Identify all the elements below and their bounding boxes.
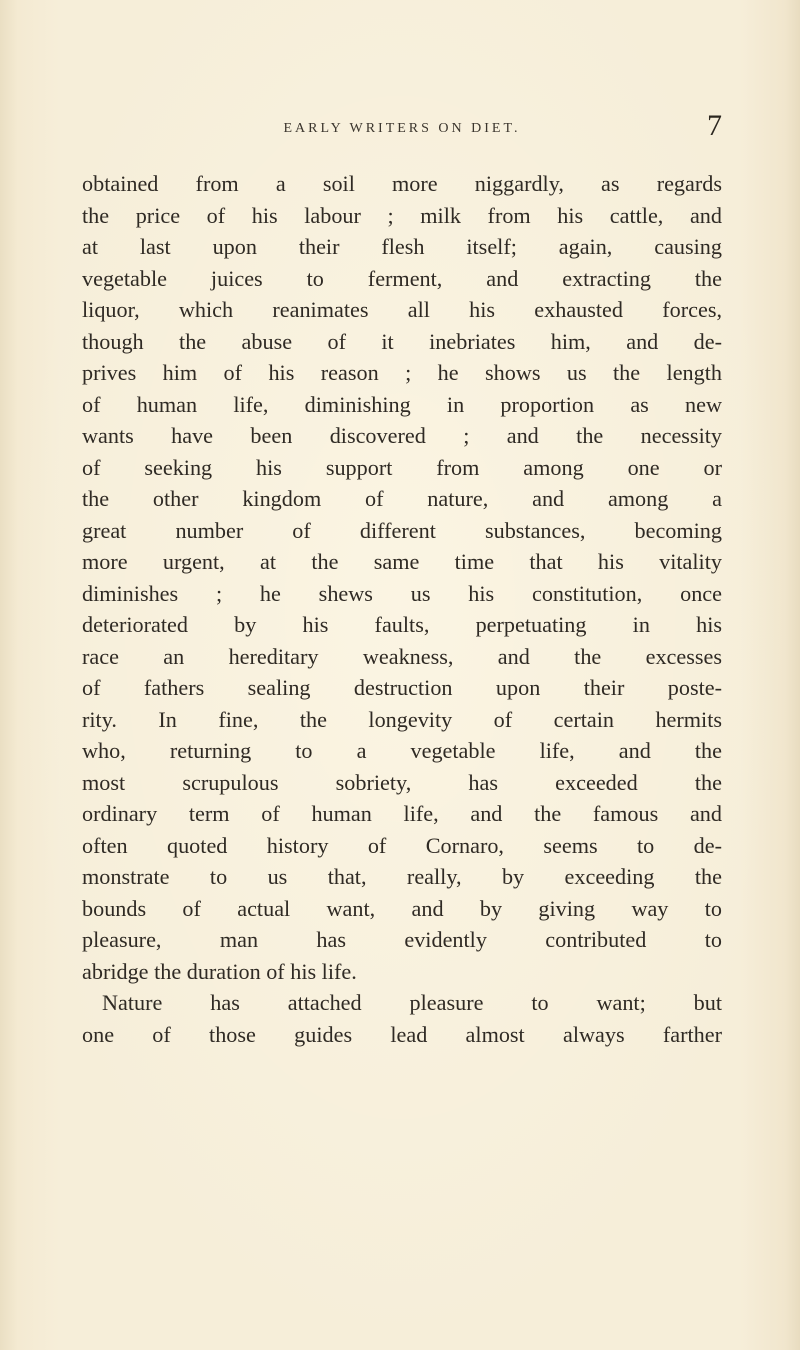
text-line: liquor, which reanimates all his exhausted forces, <box>82 297 722 322</box>
text-line: one of those guides lead almost always farther <box>82 1021 722 1047</box>
text-line: abridge the duration of his life. <box>82 958 357 984</box>
text-line: often quoted history of Cornaro, seems to de- <box>82 832 722 858</box>
text-line: of seeking his support from among one or <box>82 454 722 480</box>
page-number: 7 <box>707 109 722 142</box>
text-line: wants have been discovered ; and the necessity <box>82 423 722 448</box>
text-line: more urgent, at the same time that his vitality <box>82 549 722 574</box>
text-line: who, returning to a vegetable life, and the <box>82 738 722 763</box>
running-head <box>82 109 722 147</box>
text-line: though the abuse of it inebriates him, and de- <box>82 328 722 354</box>
text-line: of fathers sealing destruction upon their poste- <box>82 675 722 700</box>
text-line: obtained from a soil more niggardly, as regards <box>82 171 722 196</box>
text-line: pleasure, man has evidently contributed to <box>82 927 722 952</box>
text-line: great number of different substances, becoming <box>82 517 722 543</box>
paragraph-1 <box>82 168 722 987</box>
body-text <box>82 168 722 1050</box>
text-line: diminishes ; he shews us his constitution, once <box>82 580 722 606</box>
text-line: race an hereditary weakness, and the excesses <box>82 643 722 669</box>
text-line: monstrate to us that, really, by exceeding the <box>82 864 722 889</box>
text-line: deteriorated by his faults, perpetuating in his <box>82 612 722 637</box>
running-title: EARLY WRITERS ON DIET. <box>283 121 521 136</box>
paragraph-2 <box>82 987 722 1050</box>
text-line: of human life, diminishing in proportion as new <box>82 391 722 417</box>
text-line: most scrupulous sobriety, has exceeded the <box>82 769 722 795</box>
text-line: the other kingdom of nature, and among a <box>82 486 722 511</box>
text-line: the price of his labour ; milk from his cattle, and <box>82 202 722 228</box>
text-line: rity. In fine, the longevity of certain hermits <box>82 706 722 732</box>
text-line: bounds of actual want, and by giving way to <box>82 895 722 921</box>
text-line: ordinary term of human life, and the famous and <box>82 801 722 826</box>
text-line: prives him of his reason ; he shows us the length <box>82 360 722 385</box>
text-line: vegetable juices to ferment, and extracting the <box>82 265 722 291</box>
text-line: Nature has attached pleasure to want; but <box>102 990 722 1015</box>
text-line: at last upon their flesh itself; again, causing <box>82 234 722 259</box>
